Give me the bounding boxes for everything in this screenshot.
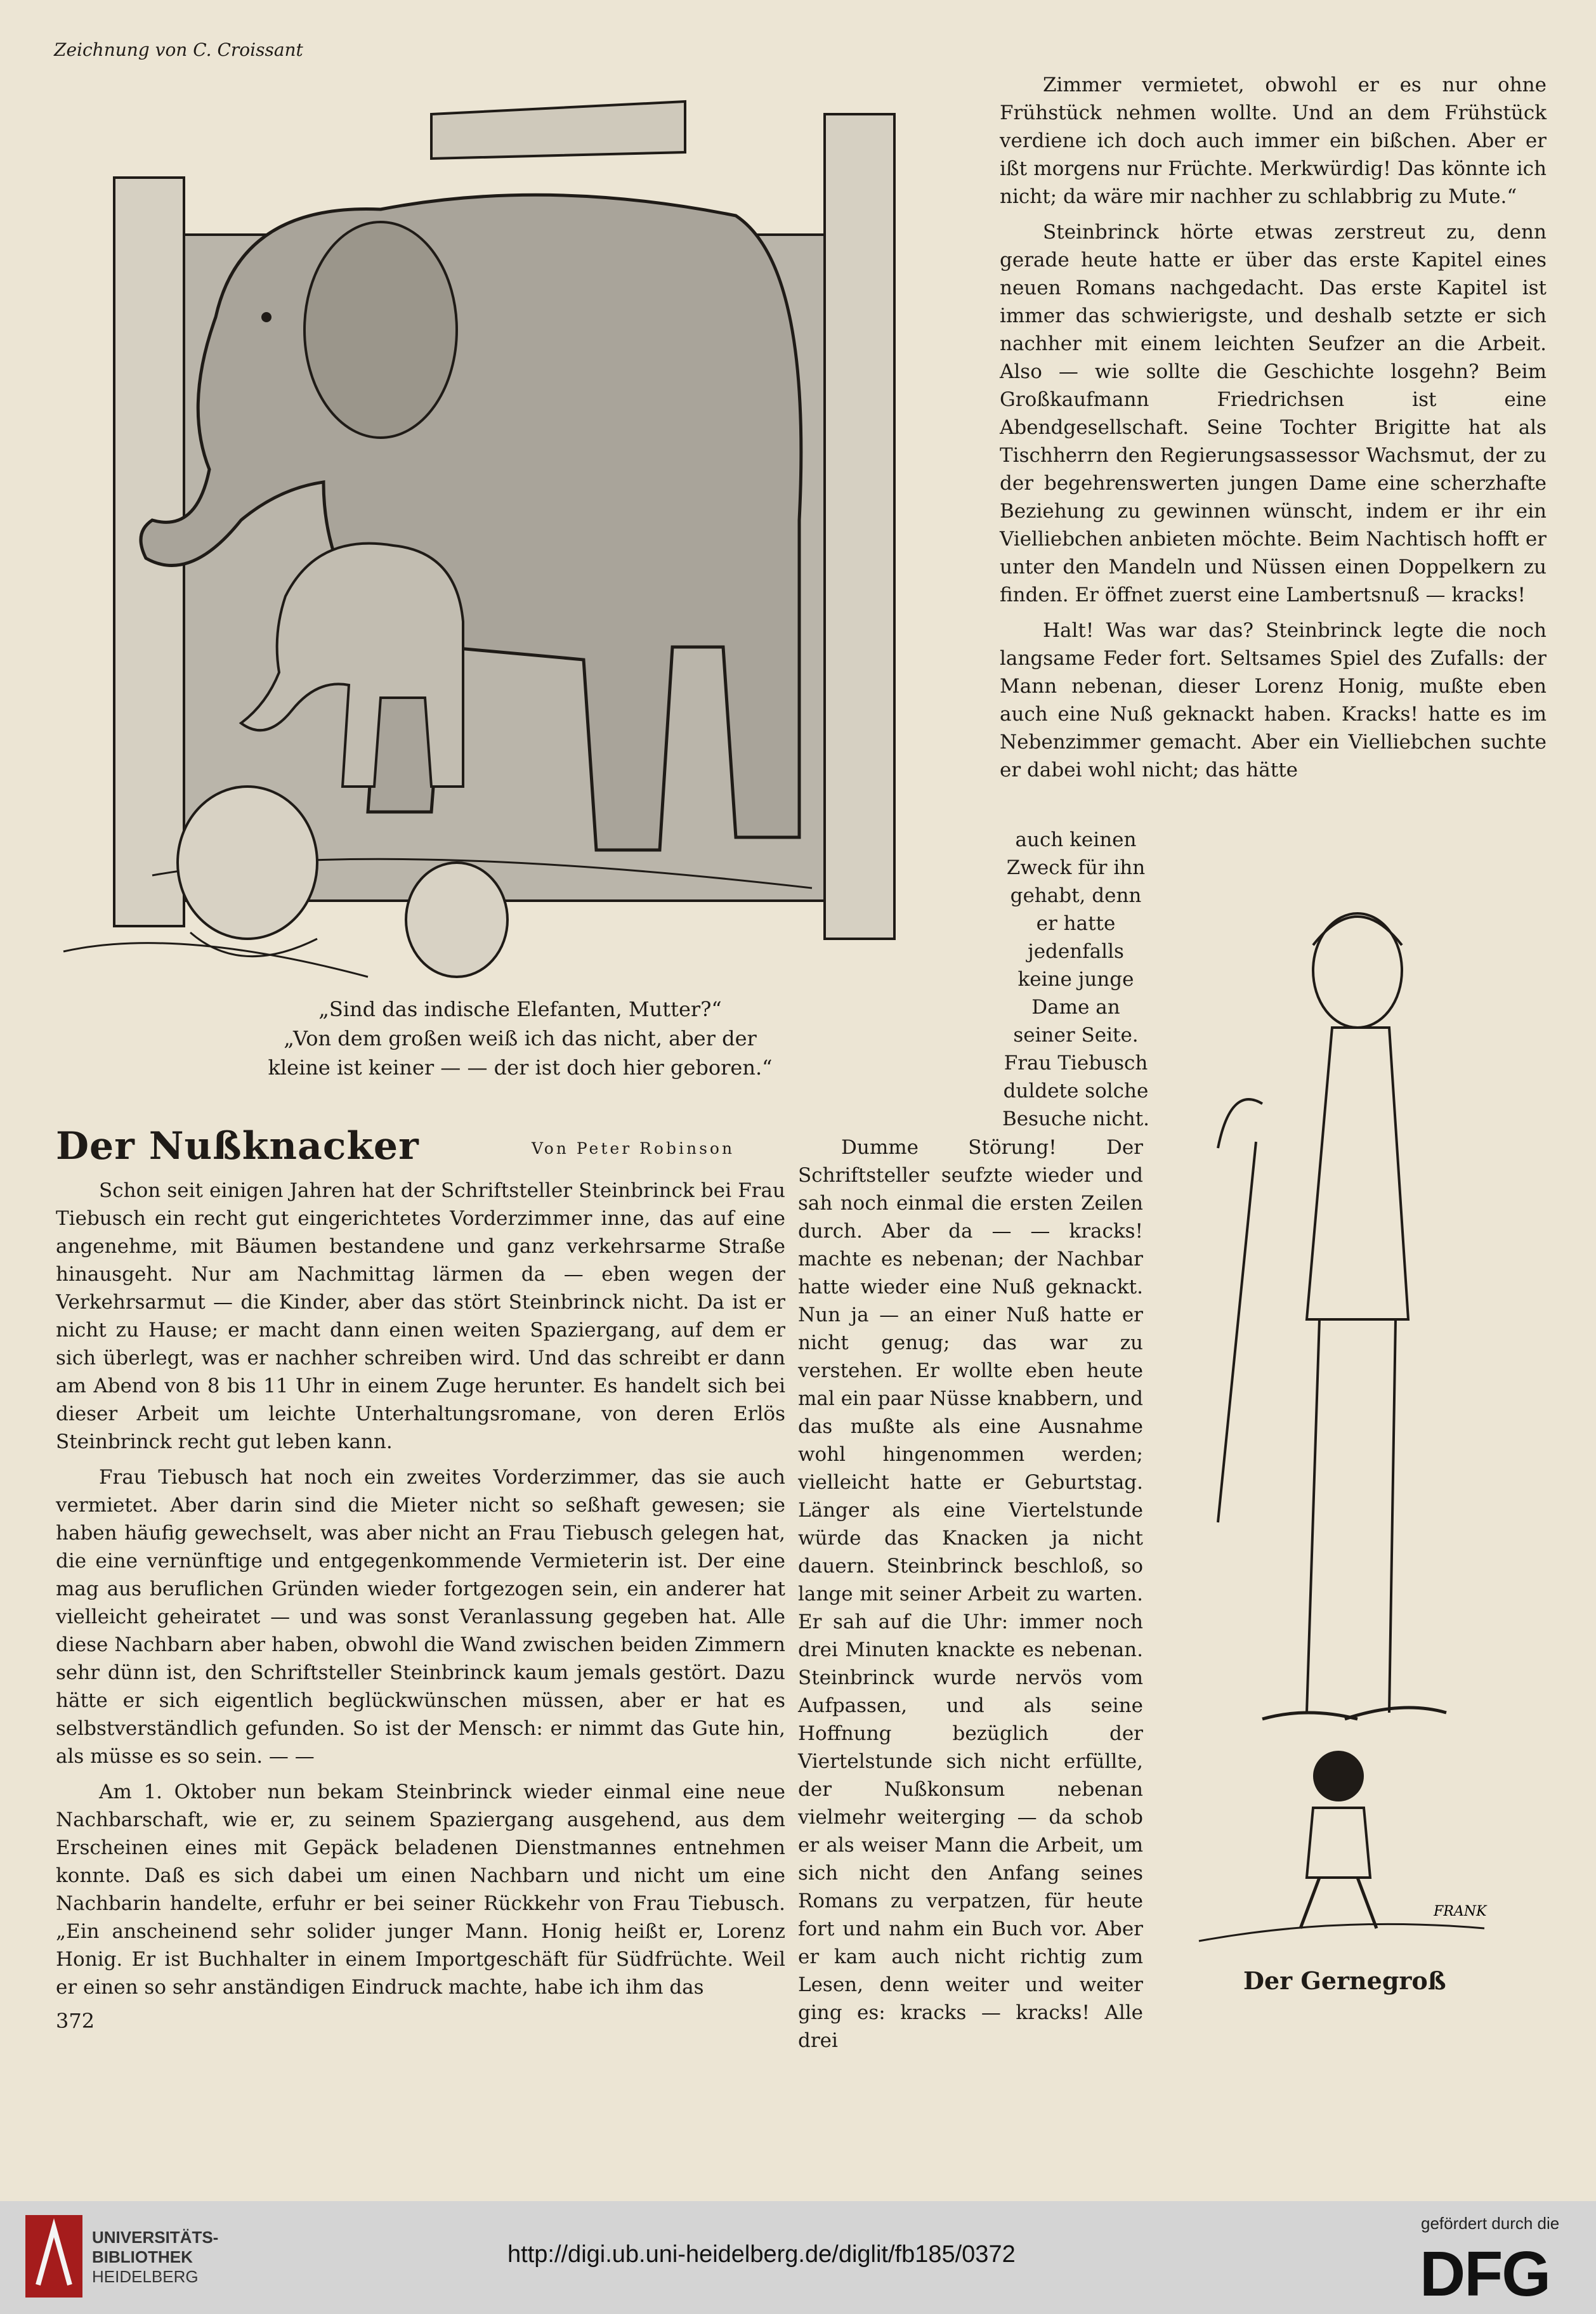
library-name	[92, 2228, 218, 2287]
narrow-column	[1000, 826, 1152, 1141]
permalink-url[interactable]: http://digi.ub.uni-heidelberg.de/diglit/fb185/0372	[507, 2241, 1016, 2268]
sponsor-label: gefördert durch die	[1421, 2214, 1560, 2233]
article-title: Der Nußknacker	[56, 1124, 419, 1168]
library-name-line: BIBLIOTHEK	[92, 2247, 193, 2266]
library-name-line: UNIVERSITÄTS-	[92, 2228, 219, 2247]
caption-line: „Von dem großen weiß ich das nicht, aber der	[284, 1026, 757, 1050]
digitization-footer	[0, 2201, 1596, 2314]
dfg-logo: DFG	[1420, 2239, 1550, 2310]
paragraph: Frau Tiebusch hat noch ein zweites Vorderzimmer, das sie auch vermietet. Aber darin sind die Mieter nicht so seßhaft gewesen; sie haben häufig gewechselt, was aber nicht an Frau Tiebusch gelegen hat, die eine vernünftige und entgegenkommende Vermieterin ist. Der eine mag aus beruflichen Gründen wieder fortgezogen sein, ein anderer hat vielleicht geheiratet — und was sonst Veranlassung gegeben hat. Alle diese Nachbarn aber haben, obwohl die Wand zwischen beiden Zimmern sehr dünn ist, den Schriftsteller Steinbrinck kaum jemals gestört. Dazu hätte er sich eigentlich beglückwünschen müssen, aber er hat es selbstverständlich gefunden. So ist der Mensch: er nimmt das Gute hin, als müsse es so sein. — —	[56, 1466, 785, 1768]
library-name-line: HEIDELBERG	[92, 2267, 199, 2286]
paragraph: Dumme Störung! Der Schriftsteller seufzte wieder und sah noch einmal die ersten Zeilen durch. Aber da — — kracks! machte es nebenan; der Nachbar hatte wieder eine Nuß geknackt. Nun ja — an einer Nuß hatte er nicht genug; das war zu verstehen. Er wollte eben heute mal ein paar Nüsse knabbern, und das mußte als eine Ausnahme wohl hingenommen werden; vielleicht hatte er Geburtstag. Länger als eine Viertelstunde würde das Knacken ja nicht dauern. Steinbrinck beschloß, so lange mit seiner Arbeit zu warten. Er sah auf die Uhr: immer noch drei Minuten knackte es nebenan. Steinbrinck wurde nervös vom Aufpassen, und als seine Hoffnung bezüglich der Viertelstunde sich nicht erfüllte, der Nußkonsum nebenan vielmehr weiterging — da schob er als weiser Mann die Arbeit, um sich nicht den Anfang seines Romans zu verpatzen, für heute fort und nahm ein Buch vor. Aber er kam auch nicht richtig zum Lesen, denn weiter und weiter ging es: kracks — kracks! Alle drei	[798, 1136, 1143, 2052]
middle-column	[798, 1134, 1143, 2062]
paragraph: Zimmer vermietet, obwohl er es nur ohne Frühstück nehmen wollte. Und an dem Frühstück verdiene ich doch auch immer ein bißchen. Aber er ißt morgens nur Früchte. Merkwürdig! Das könnte ich nicht; da wäre mir nachher zu schlabbrig zu Mute.“	[1000, 74, 1547, 208]
page-number: 372	[56, 2009, 95, 2033]
paragraph: auch keinen Zweck für ihn gehabt, denn er hatte jedenfalls keine junge Dame an seiner Seite. Frau Tiebusch duldete solche Besuche nicht.	[1002, 828, 1150, 1130]
elephant-illustration	[51, 76, 952, 990]
caption-line: kleine ist keiner — — der ist doch hier geboren.“	[268, 1056, 773, 1080]
illustration-caption	[241, 995, 799, 1082]
right-column	[1000, 71, 1547, 792]
figure-caption: Der Gernegroß	[1243, 1966, 1446, 1995]
ub-heidelberg-logo-icon	[25, 2215, 82, 2298]
paragraph: Schon seit einigen Jahren hat der Schriftsteller Steinbrinck bei Frau Tiebusch ein recht gut eingerichtetes Vorderzimmer inne, das auf eine angenehme, mit Bäumen bestandene und ganz verkehrsarme Straße hinausgeht. Nur am Nachmittag lärmen da — eben wegen der Verkehrsarmut — die Kinder, aber das stört Steinbrinck nicht. Da ist er nicht zu Hause; er macht dann einen weiten Spaziergang, auf dem er sich überlegt, was er nachher schreiben wird. Und das schreibt er dann am Abend von 8 bis 11 Uhr in einem Zuge herunter. Es handelt sich bei dieser Arbeit um leichte Unterhaltungsromane, von deren Erlös Steinbrinck recht gut leben kann.	[56, 1179, 785, 1453]
gernegross-illustration	[1180, 875, 1510, 1966]
signature-text: FRANK	[1434, 1904, 1487, 1919]
left-column	[56, 1177, 785, 2009]
paragraph: Steinbrinck hörte etwas zerstreut zu, denn gerade heute hatte er über das erste Kapitel eines neuen Romans nachgedacht. Das erste Kapitel ist immer das schwierigste, und deshalb setzte er sich nachher mit einem leichten Seufzer an die Arbeit. Also — wie sollte die Geschichte losgehn? Beim Großkaufmann Friedrichsen ist eine Abendgesellschaft. Seine Tochter Brigitte hat als Tischherrn den Regierungsassessor Wachsmut, der zu der begehrenswerten jungen Dame eine scherzhafte Beziehung zu gewinnen wünscht, indem er ihr ein Vielliebchen anbieten möchte. Beim Nachtisch hofft er unter den Mandeln und Nüssen einen Doppelkern zu finden. Er öffnet zuerst eine Lambertsnuß — kracks!	[1000, 221, 1547, 606]
illustration-credit: Zeichnung von C. Croissant	[54, 39, 303, 60]
paragraph: Halt! Was war das? Steinbrinck legte die noch langsame Feder fort. Seltsames Spiel des Zufalls: der Mann nebenan, dieser Lorenz Honig, mußte eben auch eine Nuß geknackt haben. Kracks! hatte es im Nebenzimmer gemacht. Aber ein Vielliebchen suchte er dabei wohl nicht; das hätte	[1000, 619, 1547, 781]
paragraph: Am 1. Oktober nun bekam Steinbrinck wieder einmal eine neue Nachbarschaft, wie er, zu seinem Spaziergang ausgehend, aus dem Erscheinen eines mit Gepäck beladenen Dienstmannes entnehmen konnte. Daß es sich dabei um einen Nachbarn und nicht um eine Nachbarin handelte, erfuhr er bei seiner Rückkehr von Frau Tiebusch. „Ein anscheinend sehr solider junger Mann. Honig heißt er, Lorenz Honig. Er ist Buchhalter in einem Importgeschäft für Südfrüchte. Weil er einen so sehr anständigen Eindruck machte, habe ich ihm das	[56, 1781, 785, 1999]
caption-line: „Sind das indische Elefanten, Mutter?“	[318, 997, 722, 1021]
article-byline: Von Peter Robinson	[532, 1139, 735, 1158]
